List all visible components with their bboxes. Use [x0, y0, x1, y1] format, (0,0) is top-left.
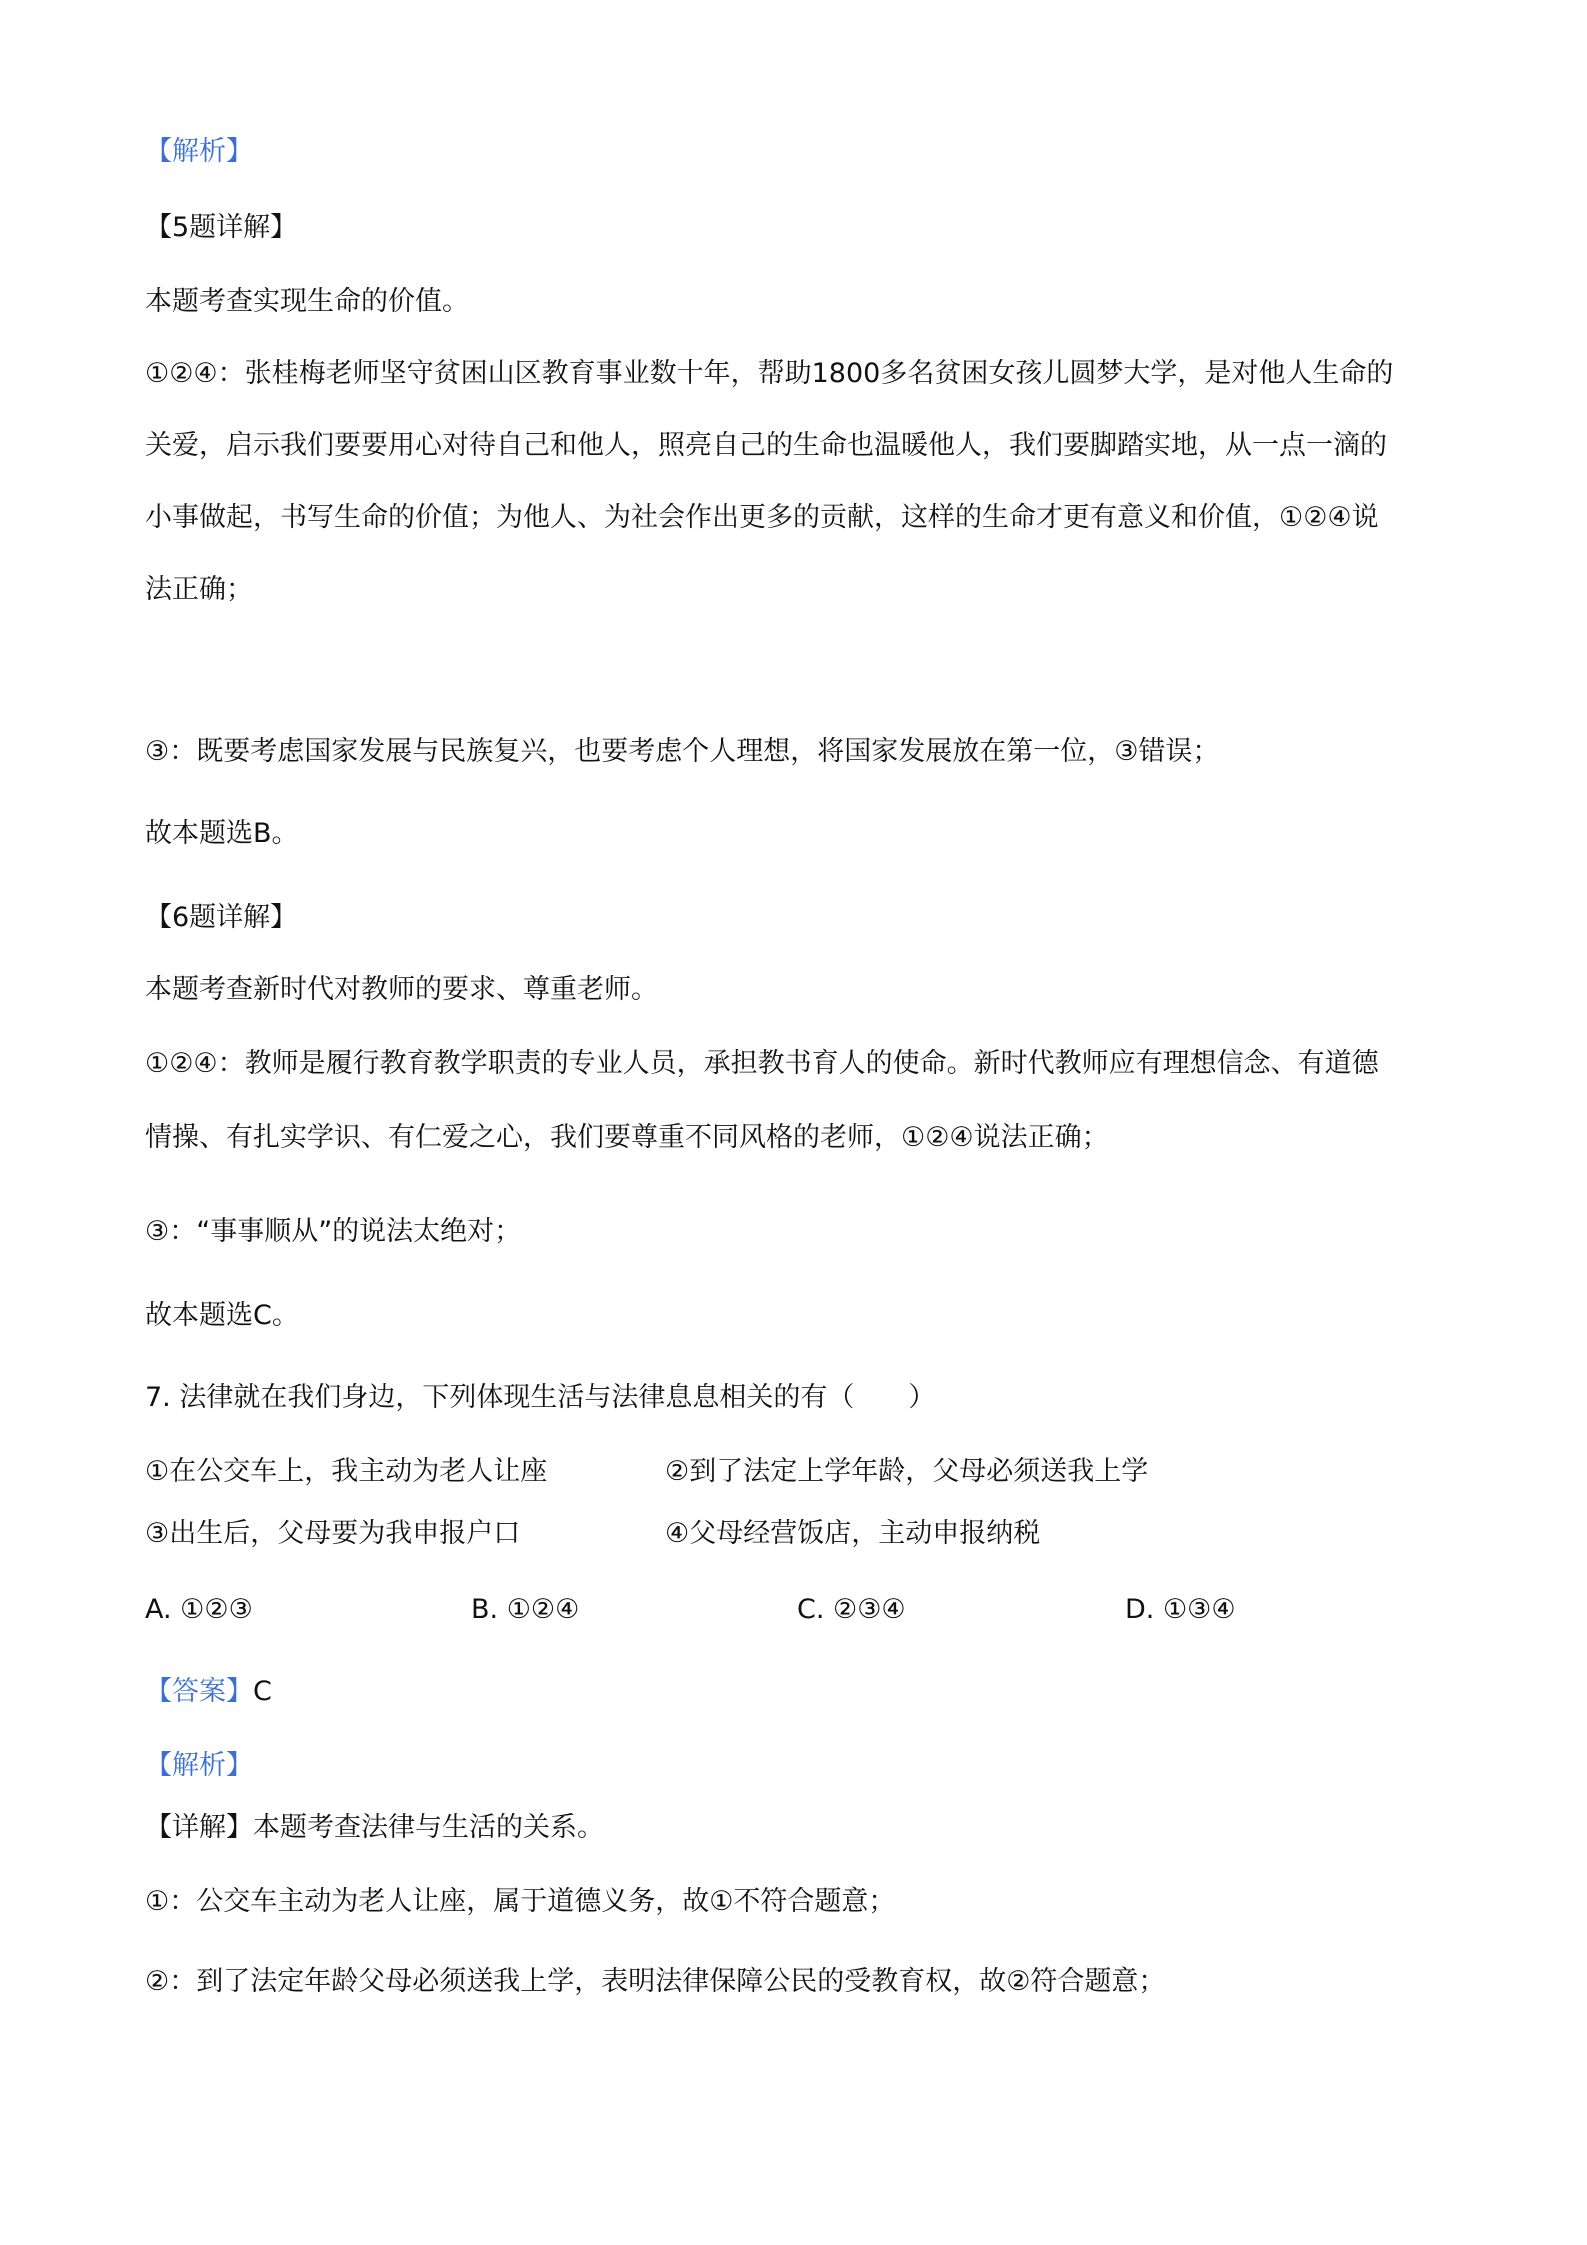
q5-conclusion: 故本题选B。 — [145, 818, 299, 849]
answer-label: 【答案】 — [145, 1676, 253, 1707]
q6-para1-line2: 情操、有扎实学识、有仁爱之心，我们要尊重不同风格的老师，①②④说法正确； — [145, 1122, 1109, 1153]
answer-value: C — [253, 1676, 272, 1707]
q7-option-a: A. ①②③ — [145, 1594, 253, 1625]
q6-para2: ③：“事事顺从”的说法太绝对； — [145, 1216, 522, 1247]
q5-para2: ③：既要考虑国家发展与民族复兴，也要考虑个人理想，将国家发展放在第一位，③错误； — [145, 736, 1220, 767]
q7-statement-4: ④父母经营饭店，主动申报纳税 — [665, 1518, 1041, 1549]
q6-conclusion: 故本题选C。 — [145, 1300, 299, 1331]
q5-para1-line2: 关爱，启示我们要要用心对待自己和他人，照亮自己的生命也温暖他人，我们要脚踏实地，从一点一滴的 — [145, 430, 1387, 461]
q5-para1-line1: ①②④：张桂梅老师坚守贫困山区教育事业数十年，帮助1800多名贫困女孩儿圆梦大学，是对他人生命的 — [145, 358, 1394, 389]
q7-statement-1: ①在公交车上，我主动为老人让座 — [145, 1456, 548, 1487]
q7-option-c: C. ②③④ — [797, 1594, 906, 1625]
analysis-label: 【解析】 — [145, 136, 253, 167]
q7-point2: ②：到了法定年龄父母必须送我上学，表明法律保障公民的受教育权，故②符合题意； — [145, 1966, 1166, 1997]
q6-intro: 本题考查新时代对教师的要求、尊重老师。 — [145, 974, 658, 1005]
q7-detail: 【详解】本题考查法律与生活的关系。 — [145, 1812, 604, 1843]
q5-para1-line4: 法正确； — [145, 574, 253, 605]
q7-statement-3: ③出生后，父母要为我申报户口 — [145, 1518, 521, 1549]
q7-option-b: B. ①②④ — [471, 1594, 580, 1625]
q7-option-d: D. ①③④ — [1125, 1594, 1236, 1625]
q6-detail-label: 【6题详解】 — [145, 902, 298, 933]
q7-point1: ①：公交车主动为老人让座，属于道德义务，故①不符合题意； — [145, 1886, 896, 1917]
analysis-label-2: 【解析】 — [145, 1750, 253, 1781]
q7-question: 7. 法律就在我们身边，下列体现生活与法律息息相关的有（ ） — [145, 1382, 936, 1413]
q7-answer — [145, 1672, 1455, 1712]
q5-detail-label: 【5题详解】 — [145, 212, 298, 243]
q6-para1-line1: ①②④：教师是履行教育教学职责的专业人员，承担教书育人的使命。新时代教师应有理想信念、有道德 — [145, 1048, 1379, 1079]
q5-intro: 本题考查实现生命的价值。 — [145, 286, 469, 317]
q7-statement-2: ②到了法定上学年龄，父母必须送我上学 — [665, 1456, 1149, 1487]
q5-para1-line3: 小事做起，书写生命的价值；为他人、为社会作出更多的贡献，这样的生命才更有意义和价值，①②④说 — [145, 502, 1379, 533]
